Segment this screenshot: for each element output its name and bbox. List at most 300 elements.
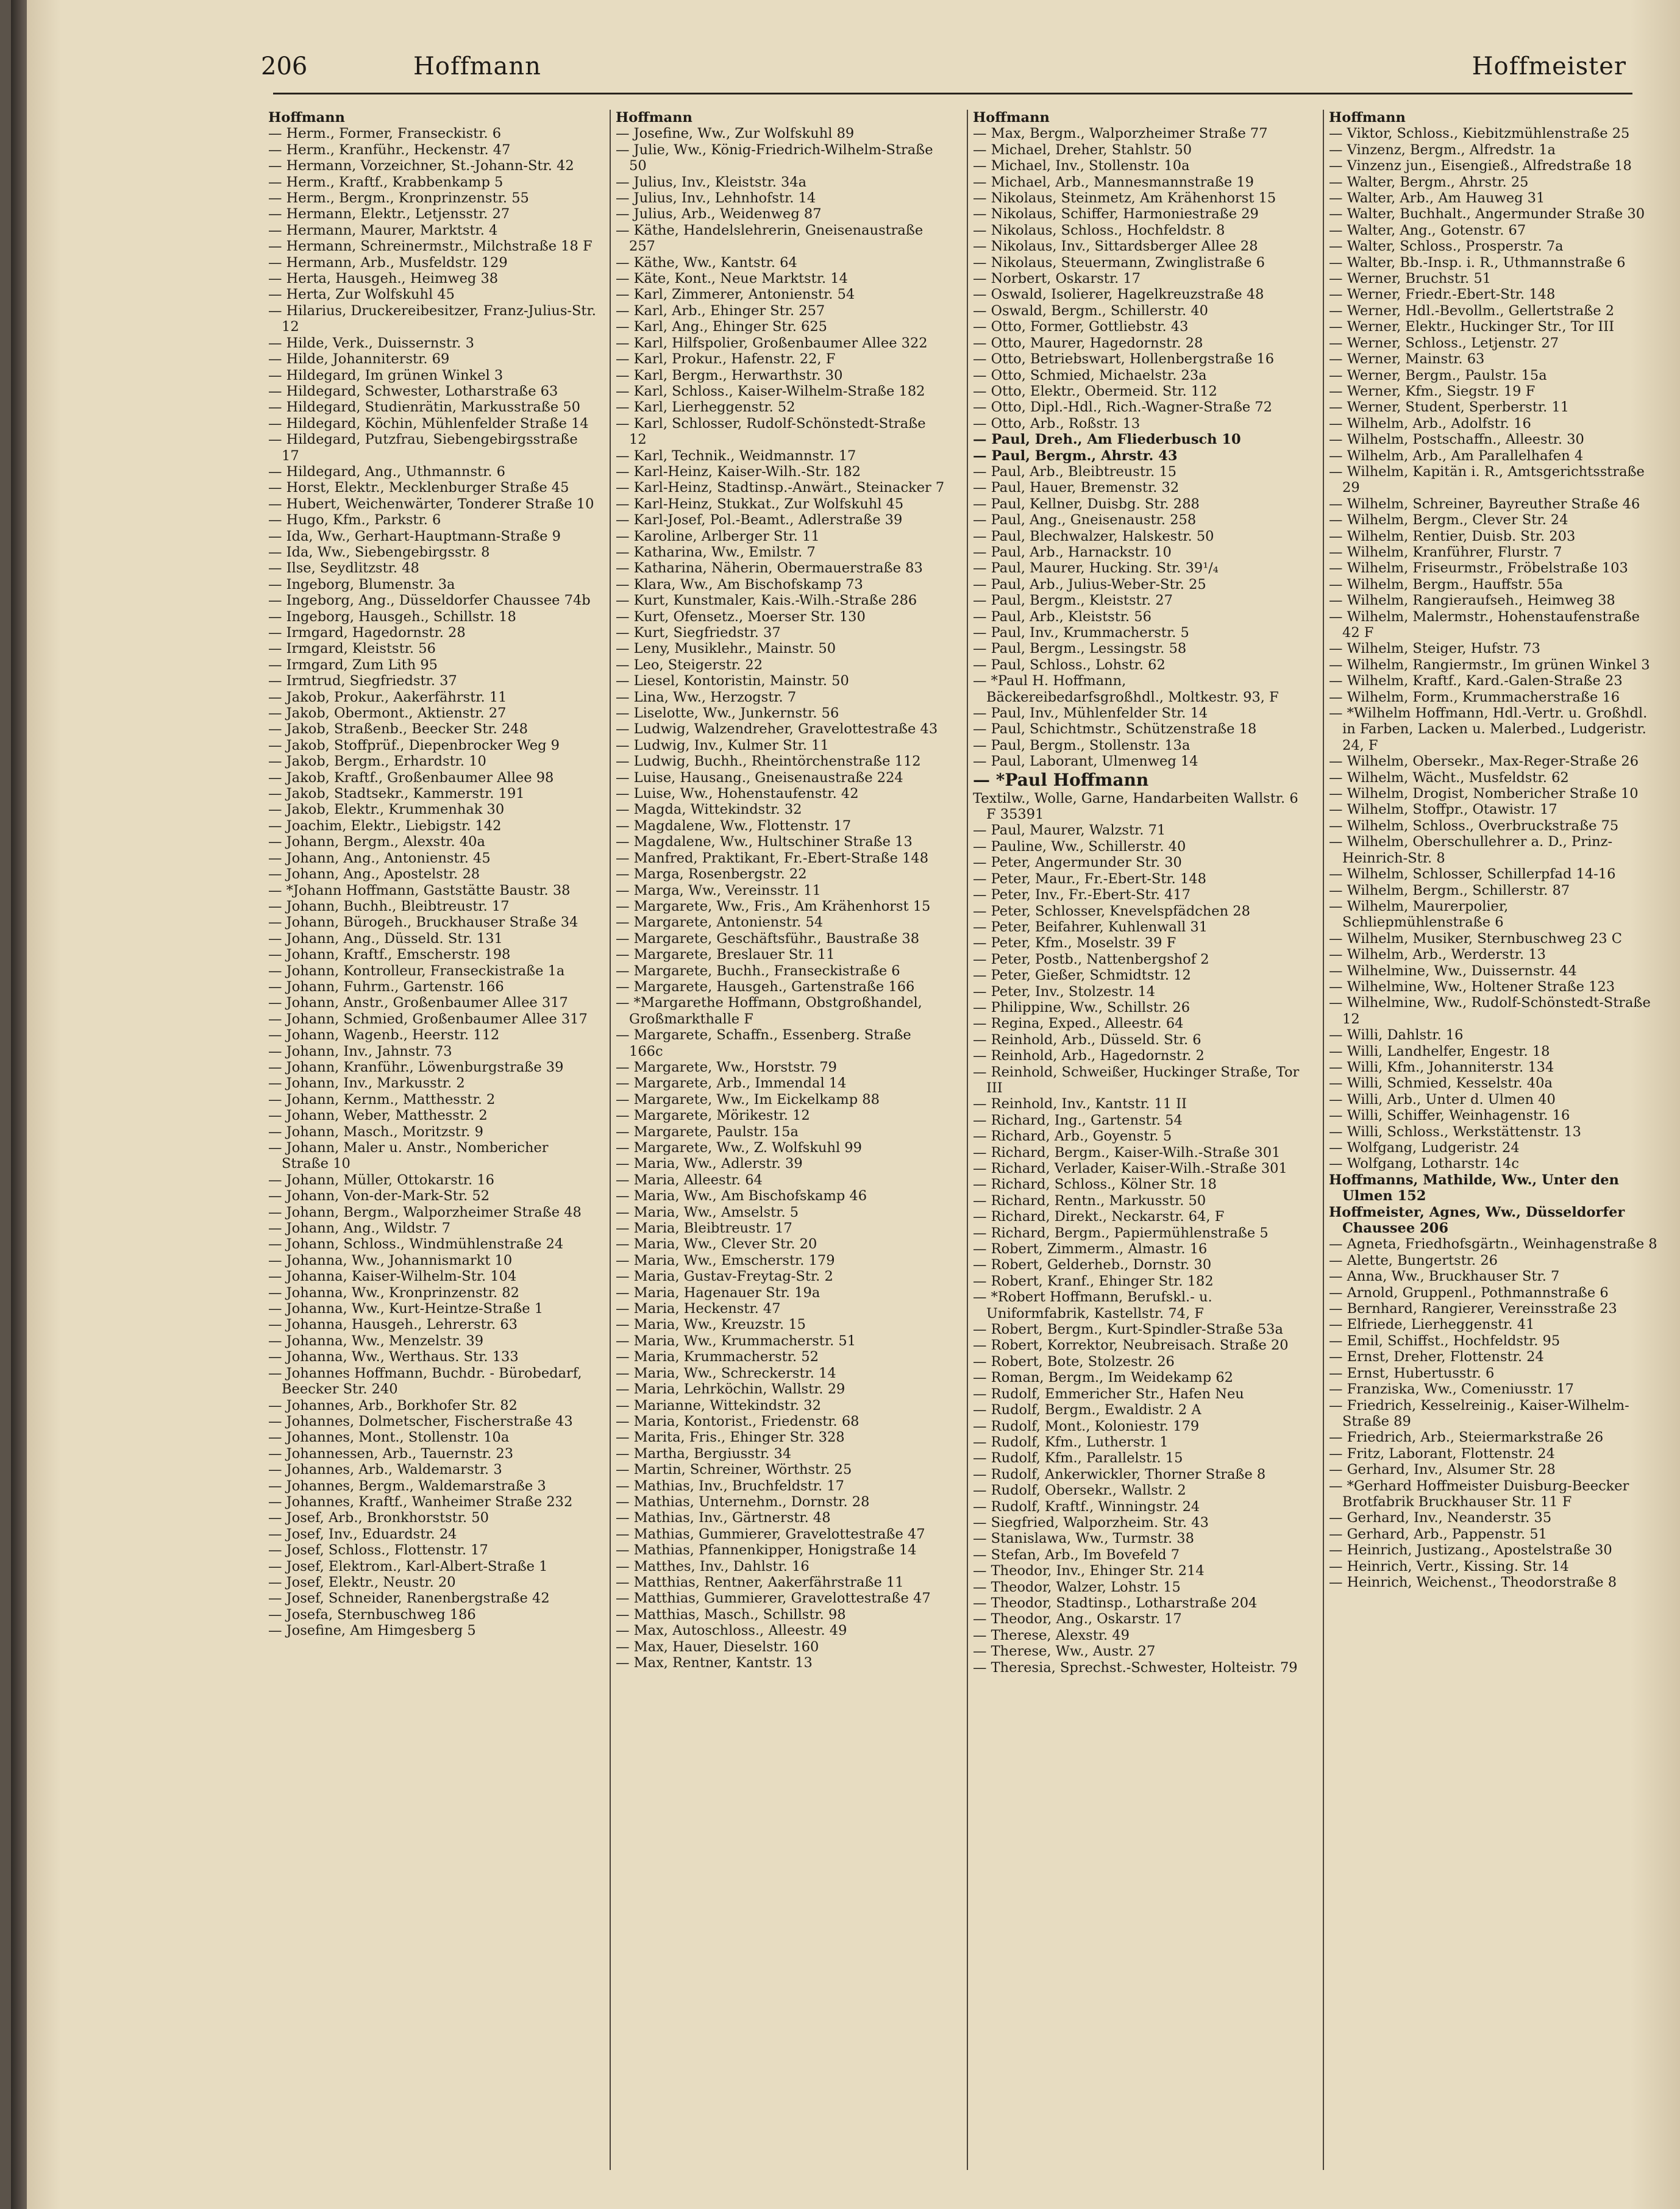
directory-entry: — Hilarius, Druckereibesitzer, Franz-Julius-Str. 12 bbox=[268, 302, 596, 335]
directory-entry: — Maria, Bleibtreustr. 17 bbox=[616, 1220, 792, 1237]
directory-entry: — Johann, Schloss., Windmühlenstraße 24 bbox=[268, 1236, 564, 1253]
directory-entry: — Peter, Gießer, Schmidtstr. 12 bbox=[973, 967, 1191, 984]
directory-entry: — Ludwig, Inv., Kulmer Str. 11 bbox=[616, 737, 829, 753]
directory-entry: — Walter, Bergm., Ahrstr. 25 bbox=[1329, 174, 1529, 190]
directory-page bbox=[11, 0, 1680, 2209]
directory-entry: — Max, Rentner, Kantstr. 13 bbox=[616, 1655, 813, 1671]
directory-entry: — Johanna, Hausgeh., Lehrerstr. 63 bbox=[268, 1317, 518, 1333]
directory-entry: — Wilhelm, Rentier, Duisb. Str. 203 bbox=[1329, 528, 1576, 544]
directory-entry: — Wilhelm, Kraftf., Kard.-Galen-Straße 23 bbox=[1329, 673, 1623, 689]
directory-entry: — Paul, Arb., Bleibtreustr. 15 bbox=[973, 463, 1177, 480]
directory-entry: — Paul, Bergm., Lessingstr. 58 bbox=[973, 641, 1187, 657]
directory-entry: — *Robert Hoffmann, Berufskl.- u. Uniformfabrik, Kastellstr. 74, F bbox=[973, 1289, 1212, 1321]
directory-entry: — Mathias, Inv., Bruchfeldstr. 17 bbox=[616, 1478, 844, 1494]
directory-entry: — Liesel, Kontoristin, Mainstr. 50 bbox=[616, 673, 849, 689]
directory-entry: — Hildegard, Köchin, Mühlenfelder Straße 14 bbox=[268, 415, 589, 432]
directory-entry: — Wilhelm, Rangieraufseh., Heimweg 38 bbox=[1329, 592, 1615, 609]
directory-entry: — Matthias, Masch., Schillstr. 98 bbox=[616, 1606, 846, 1623]
directory-entry: — Johanna, Ww., Kronprinzenstr. 82 bbox=[268, 1284, 519, 1301]
directory-entry: — Wilhelm, Arb., Am Parallelhafen 4 bbox=[1329, 447, 1584, 464]
directory-entry: — Rudolf, Bergm., Ewaldistr. 2 A bbox=[973, 1402, 1201, 1418]
directory-entry: — Margarete, Paulstr. 15a bbox=[616, 1123, 799, 1140]
directory-entry: — Richard, Rentn., Markusstr. 50 bbox=[973, 1192, 1206, 1209]
directory-entry: — Nikolaus, Steuermann, Zwinglistraße 6 bbox=[973, 254, 1265, 271]
column-1 bbox=[268, 110, 597, 2182]
directory-entry: — Regina, Exped., Alleestr. 64 bbox=[973, 1016, 1184, 1032]
directory-entry: — Hubert, Weichenwärter, Tonderer Straße 10 bbox=[268, 496, 594, 512]
directory-entry: — Wilhelm, Friseurmstr., Fröbelstraße 103 bbox=[1329, 560, 1628, 577]
directory-entry: — Paul, Maurer, Walzstr. 71 bbox=[973, 822, 1166, 839]
directory-entry: — Johann, Bergm., Alexstr. 40a bbox=[268, 834, 485, 850]
directory-entry: — Hildegard, Schwester, Lotharstraße 63 bbox=[268, 383, 558, 399]
directory-entry: — Ernst, Dreher, Flottenstr. 24 bbox=[1329, 1349, 1544, 1365]
directory-entry: — Käthe, Handelslehrerin, Gneisenaustraße 257 bbox=[616, 222, 924, 255]
header-left-keyword: Hoffmann bbox=[413, 52, 541, 80]
directory-entry: — Mathias, Inv., Gärtnerstr. 48 bbox=[616, 1510, 831, 1526]
directory-entry: — Irmtrud, Siegfriedstr. 37 bbox=[268, 673, 457, 689]
directory-entry: — Marita, Fris., Ehinger Str. 328 bbox=[616, 1429, 845, 1446]
directory-entry: — Maria, Kontorist., Friedenstr. 68 bbox=[616, 1413, 860, 1429]
directory-entry: — Werner, Elektr., Huckinger Str., Tor III bbox=[1329, 319, 1614, 335]
directory-entry: — Theodor, Ang., Oskarstr. 17 bbox=[973, 1611, 1182, 1627]
directory-entry: — Werner, Schloss., Letjenstr. 27 bbox=[1329, 335, 1559, 351]
directory-entry: — Ludwig, Buchh., Rheintörchenstraße 112 bbox=[616, 753, 921, 770]
directory-entry: — Herm., Kraftf., Krabbenkamp 5 bbox=[268, 174, 504, 190]
directory-entry: — Maria, Ww., Schreckerstr. 14 bbox=[616, 1365, 836, 1381]
directory-entry: — Wilhelm, Postschaffn., Alleestr. 30 bbox=[1329, 432, 1584, 448]
directory-entry: — Vinzenz jun., Eisengieß., Alfredstraße 18 bbox=[1329, 158, 1632, 174]
directory-entry: — Reinhold, Schweißer, Huckinger Straße, Tor III bbox=[973, 1064, 1300, 1096]
directory-entry: — Rudolf, Emmericher Str., Hafen Neu bbox=[973, 1386, 1244, 1402]
directory-entry: — Marga, Ww., Vereinsstr. 11 bbox=[616, 882, 821, 898]
directory-entry: — Wilhelm, Schreiner, Bayreuther Straße 46 bbox=[1329, 496, 1640, 512]
directory-entry: — Rudolf, Obersekr., Wallstr. 2 bbox=[973, 1482, 1186, 1499]
directory-entry: — Matthias, Gummierer, Gravelottestraße 47 bbox=[616, 1590, 931, 1607]
directory-entry: — Alette, Bungertstr. 26 bbox=[1329, 1252, 1498, 1268]
directory-entry: — Herm., Kranführ., Heckenstr. 47 bbox=[268, 141, 511, 158]
directory-entry: — Wilhelm, Stoffpr., Otawistr. 17 bbox=[1329, 802, 1557, 818]
directory-entry: — *Gerhard Hoffmeister Duisburg-Beecker Brotfabrik Bruckhauser Str. 11 F bbox=[1329, 1478, 1629, 1510]
directory-entry: — Johann, Kernm., Matthesstr. 2 bbox=[268, 1091, 496, 1108]
directory-entry: — Johannes, Dolmetscher, Fischerstraße 43 bbox=[268, 1413, 573, 1429]
directory-entry: — Marga, Rosenbergstr. 22 bbox=[616, 866, 807, 883]
directory-entry: — Robert, Zimmerm., Almastr. 16 bbox=[973, 1241, 1208, 1257]
directory-entry: — Werner, Bruchstr. 51 bbox=[1329, 271, 1492, 287]
directory-entry: — Heinrich, Vertr., Kissing. Str. 14 bbox=[1329, 1558, 1569, 1574]
directory-entry: — Horst, Elektr., Mecklenburger Straße 45 bbox=[268, 480, 569, 496]
directory-entry: — Kurt, Siegfriedstr. 37 bbox=[616, 625, 781, 641]
directory-entry: — Wilhelm, Rangiermstr., Im grünen Winkel 3 bbox=[1329, 656, 1650, 673]
directory-entry: — Wilhelm, Kapitän i. R., Amtsgerichtsstraße 29 bbox=[1329, 463, 1645, 496]
directory-entry: — Ida, Ww., Siebengebirgsstr. 8 bbox=[268, 544, 490, 560]
directory-entry: — Richard, Arb., Goyenstr. 5 bbox=[973, 1128, 1172, 1145]
directory-entry: — Hugo, Kfm., Parkstr. 6 bbox=[268, 512, 441, 528]
directory-entry: — Wilhelm, Schlosser, Schillerpfad 14-16 bbox=[1329, 866, 1616, 883]
directory-entry: — Paul, Inv., Mühlenfelder Str. 14 bbox=[973, 705, 1208, 722]
directory-entry: — Stefan, Arb., Im Bovefeld 7 bbox=[973, 1546, 1180, 1563]
header-rule bbox=[273, 93, 1632, 94]
directory-entry: — Klara, Ww., Am Bischofskamp 73 bbox=[616, 576, 863, 592]
directory-entry: — Werner, Hdl.-Bevollm., Gellertstraße 2 bbox=[1329, 302, 1615, 319]
directory-entry: — Johannes, Bergm., Waldemarstraße 3 bbox=[268, 1478, 546, 1494]
directory-entry: — Reinhold, Inv., Kantstr. 11 II bbox=[973, 1096, 1187, 1112]
directory-entry: — Heinrich, Justizang., Apostelstraße 30 bbox=[1329, 1542, 1612, 1559]
directory-entry: — Agneta, Friedhofsgärtn., Weinhagenstraße 8 bbox=[1329, 1236, 1657, 1253]
directory-entry: — Richard, Verlader, Kaiser-Wilh.-Straße 301 bbox=[973, 1161, 1287, 1176]
directory-entry: — Karl, Zimmerer, Antonienstr. 54 bbox=[616, 286, 855, 303]
directory-entry: — Karl, Lierheggenstr. 52 bbox=[616, 399, 796, 416]
directory-entry: — Robert, Bergm., Kurt-Spindler-Straße 53a bbox=[973, 1321, 1283, 1338]
column-divider bbox=[1323, 110, 1324, 2170]
directory-entry: — Wilhelm, Oberschullehrer a. D., Prinz-Heinrich-Str. 8 bbox=[1329, 834, 1613, 866]
directory-entry: — Peter, Postb., Nattenbergshof 2 bbox=[973, 951, 1209, 967]
directory-entry: — Werner, Friedr.-Ebert-Str. 148 bbox=[1329, 286, 1556, 303]
directory-entry: — Ingeborg, Hausgeh., Schillstr. 18 bbox=[268, 608, 516, 625]
directory-entry: — Paul, Kellner, Duisbg. Str. 288 bbox=[973, 496, 1200, 512]
directory-entry: — Franziska, Ww., Comeniusstr. 17 bbox=[1329, 1381, 1574, 1398]
directory-entry: — Johanna, Ww., Johannismarkt 10 bbox=[268, 1252, 513, 1268]
directory-entry: — Wilhelm, Maurerpolier, Schliepmühlenstraße 6 bbox=[1329, 898, 1509, 931]
directory-entry: — Nikolaus, Schiffer, Harmoniestraße 29 bbox=[973, 206, 1259, 222]
directory-entry: — Johanna, Kaiser-Wilhelm-Str. 104 bbox=[268, 1268, 517, 1285]
directory-entry: — Josefine, Am Himgesberg 5 bbox=[268, 1623, 476, 1639]
directory-entry: Hoffmanns, Mathilde, Ww., Unter den Ulmen 152 bbox=[1329, 1172, 1619, 1204]
directory-entry: — Fritz, Laborant, Flottenstr. 24 bbox=[1329, 1445, 1555, 1462]
directory-entry: — Paul, Hauer, Bremenstr. 32 bbox=[973, 480, 1180, 496]
directory-entry: — Wilhelm, Musiker, Sternbuschweg 23 C bbox=[1329, 930, 1622, 947]
directory-entry: — Maria, Hagenauer Str. 19a bbox=[616, 1284, 820, 1301]
directory-entry: — Margarete, Mörikestr. 12 bbox=[616, 1108, 810, 1124]
directory-entry: — Peter, Angermunder Str. 30 bbox=[973, 855, 1182, 871]
directory-entry: — Magda, Wittekindstr. 32 bbox=[616, 802, 802, 818]
directory-entry: — Margarete, Ww., Horststr. 79 bbox=[616, 1059, 837, 1075]
directory-entry: — Paul, Arb., Harnackstr. 10 bbox=[973, 544, 1172, 560]
directory-entry: — Johann, Weber, Matthesstr. 2 bbox=[268, 1108, 488, 1124]
directory-entry: — Richard, Bergm., Kaiser-Wilh.-Straße 301 bbox=[973, 1144, 1281, 1161]
directory-entry: — Richard, Bergm., Papiermühlenstraße 5 bbox=[973, 1225, 1269, 1241]
column-divider bbox=[967, 110, 968, 2170]
directory-entry: — Werner, Mainstr. 63 bbox=[1329, 351, 1485, 368]
directory-entry: — Wilhelm, Schloss., Overbruckstraße 75 bbox=[1329, 817, 1619, 834]
directory-entry: — Maria, Gustav-Freytag-Str. 2 bbox=[616, 1268, 833, 1285]
directory-entry: — Theresia, Sprechst.-Schwester, Holteistr. 79 bbox=[973, 1659, 1298, 1676]
directory-entry: — Maria, Ww., Clever Str. 20 bbox=[616, 1236, 817, 1253]
directory-entry: — Karl, Schloss., Kaiser-Wilhelm-Straße 182 bbox=[616, 383, 925, 399]
directory-entry: — Karl-Josef, Pol.-Beamt., Adlerstraße 39 bbox=[616, 512, 903, 528]
page-number: 206 bbox=[261, 52, 308, 80]
directory-entry: — Julie, Ww., König-Friedrich-Wilhelm-Straße 50 bbox=[616, 141, 933, 174]
directory-entry: — Wilhelm, Arb., Adolfstr. 16 bbox=[1329, 415, 1531, 432]
directory-entry: — Maria, Ww., Kreuzstr. 15 bbox=[616, 1317, 806, 1333]
directory-entry: — Therese, Ww., Austr. 27 bbox=[973, 1643, 1156, 1660]
directory-entry: — Mathias, Unternehm., Dornstr. 28 bbox=[616, 1493, 870, 1510]
directory-entry: — Robert, Bote, Stolzestr. 26 bbox=[973, 1353, 1175, 1370]
directory-entry: — Hermann, Schreinermstr., Milchstraße 18 F bbox=[268, 238, 593, 255]
directory-entry: — Paul, Bergm., Ahrstr. 43 bbox=[973, 447, 1178, 464]
directory-entry: — Maria, Ww., Adlerstr. 39 bbox=[616, 1156, 803, 1172]
directory-entry: — Paul, Blechwalzer, Halskestr. 50 bbox=[973, 528, 1214, 544]
directory-entry: — Martin, Schreiner, Wörthstr. 25 bbox=[616, 1462, 852, 1478]
directory-entry: — Margarete, Ww., Fris., Am Krähenhorst 15 bbox=[616, 898, 931, 914]
directory-entry: — Johann, Kraftf., Emscherstr. 198 bbox=[268, 947, 511, 963]
column-heading: Hoffmann bbox=[973, 110, 1050, 126]
directory-entry: — Johann, Anstr., Großenbaumer Allee 317 bbox=[268, 995, 568, 1011]
column-divider bbox=[610, 110, 611, 2170]
directory-entry: — Jakob, Kraftf., Großenbaumer Allee 98 bbox=[268, 769, 554, 786]
directory-entry: — Jakob, Straßenb., Beecker Str. 248 bbox=[268, 721, 528, 738]
directory-entry: — Johannes, Arb., Borkhofer Str. 82 bbox=[268, 1397, 518, 1414]
directory-entry: — Josef, Elektrom., Karl-Albert-Straße 1 bbox=[268, 1558, 548, 1574]
directory-entry: — Nikolaus, Steinmetz, Am Krähenhorst 15 bbox=[973, 190, 1276, 207]
directory-entry: — Maria, Lehrköchin, Wallstr. 29 bbox=[616, 1381, 845, 1398]
directory-entry: — Martha, Bergiusstr. 34 bbox=[616, 1445, 792, 1462]
directory-entry: — Willi, Kfm., Johanniterstr. 134 bbox=[1329, 1059, 1554, 1075]
directory-entry: — Karl, Prokur., Hafenstr. 22, F bbox=[616, 351, 836, 368]
directory-entry: — Ernst, Hubertusstr. 6 bbox=[1329, 1365, 1495, 1381]
directory-entry: — Willi, Landhelfer, Engestr. 18 bbox=[1329, 1043, 1550, 1059]
directory-entry: — Wilhelm, Kranführer, Flurstr. 7 bbox=[1329, 544, 1562, 560]
directory-entry: — Johannessen, Arb., Tauernstr. 23 bbox=[268, 1445, 514, 1462]
column-heading: Hoffmann bbox=[1329, 110, 1406, 126]
directory-entry: — Elfriede, Lierheggenstr. 41 bbox=[1329, 1317, 1535, 1333]
directory-entry: — Julius, Inv., Kleiststr. 34a bbox=[616, 174, 807, 190]
directory-entry: — Bernhard, Rangierer, Vereinsstraße 23 bbox=[1329, 1301, 1617, 1317]
directory-entry: — Irmgard, Hagedornstr. 28 bbox=[268, 625, 466, 641]
directory-entry: — Julius, Arb., Weidenweg 87 bbox=[616, 206, 822, 222]
directory-entry: — Josef, Schloss., Flottenstr. 17 bbox=[268, 1542, 488, 1559]
directory-entry: — Leo, Steigerstr. 22 bbox=[616, 656, 763, 673]
directory-entry: — Ilse, Seydlitzstr. 48 bbox=[268, 560, 419, 577]
directory-entry: — Wilhelm, Obersekr., Max-Reger-Straße 26 bbox=[1329, 753, 1639, 770]
directory-entry: — Robert, Gelderheb., Dornstr. 30 bbox=[973, 1257, 1212, 1273]
directory-entry: — Wilhelm, Bergm., Clever Str. 24 bbox=[1329, 512, 1568, 528]
directory-entry: — Margarete, Antonienstr. 54 bbox=[616, 914, 824, 931]
directory-entry: — Johann, Ang., Antonienstr. 45 bbox=[268, 850, 491, 866]
directory-entry: — Käthe, Ww., Kantstr. 64 bbox=[616, 254, 797, 271]
directory-entry: — Nikolaus, Inv., Sittardsberger Allee 28 bbox=[973, 238, 1258, 255]
directory-entry: — Oswald, Isolierer, Hagelkreuzstraße 48 bbox=[973, 286, 1264, 303]
directory-entry: — Maria, Heckenstr. 47 bbox=[616, 1301, 781, 1317]
directory-entry: — Karl, Ang., Ehinger Str. 625 bbox=[616, 319, 827, 335]
directory-entry: — Margarete, Hausgeh., Gartenstraße 166 bbox=[616, 978, 915, 995]
directory-entry: — Friedrich, Kesselreinig., Kaiser-Wilhelm-Straße 89 bbox=[1329, 1397, 1629, 1429]
directory-entry: — Heinrich, Weichenst., Theodorstraße 8 bbox=[1329, 1574, 1617, 1590]
directory-entry: — Karl-Heinz, Kaiser-Wilh.-Str. 182 bbox=[616, 463, 861, 480]
directory-entry: — Johannes, Mont., Stollenstr. 10a bbox=[268, 1429, 510, 1446]
directory-entry: — Johann, Ang., Wildstr. 7 bbox=[268, 1220, 451, 1237]
directory-entry: — Rudolf, Kfm., Lutherstr. 1 bbox=[973, 1434, 1169, 1450]
directory-entry: — Julius, Inv., Lehnhofstr. 14 bbox=[616, 190, 816, 207]
column-2 bbox=[616, 110, 945, 2182]
directory-entry: — Roman, Bergm., Im Weidekamp 62 bbox=[973, 1370, 1233, 1386]
directory-entry: — Matthias, Rentner, Aakerfährstraße 11 bbox=[616, 1574, 904, 1590]
directory-entry: — Max, Hauer, Dieselstr. 160 bbox=[616, 1638, 819, 1655]
directory-entry: — Peter, Beifahrer, Kuhlenwall 31 bbox=[973, 919, 1208, 935]
directory-entry: — Katharina, Ww., Emilstr. 7 bbox=[616, 544, 816, 560]
directory-entry: — Josefa, Sternbuschweg 186 bbox=[268, 1606, 476, 1623]
directory-entry: — Paul, Laborant, Ulmenweg 14 bbox=[973, 753, 1198, 770]
directory-entry: — *Margarethe Hoffmann, Obstgroßhandel, Großmarkthalle F bbox=[616, 995, 922, 1027]
directory-entry: — Johann, Buchh., Bleibtreustr. 17 bbox=[268, 898, 510, 914]
directory-entry: — Paul, Dreh., Am Fliederbusch 10 bbox=[973, 432, 1241, 448]
directory-entry: — Katharina, Näherin, Obermauerstraße 83 bbox=[616, 560, 923, 577]
directory-entry: — Peter, Inv., Stolzestr. 14 bbox=[973, 983, 1156, 1000]
directory-entry: — Margarete, Arb., Immendal 14 bbox=[616, 1075, 847, 1092]
directory-entry: — Gerhard, Arb., Pappenstr. 51 bbox=[1329, 1526, 1547, 1542]
directory-entry: — Therese, Alexstr. 49 bbox=[973, 1627, 1130, 1643]
directory-entry: — Oswald, Bergm., Schillerstr. 40 bbox=[973, 302, 1208, 319]
directory-entry: — Paul, Ang., Gneisenaustr. 258 bbox=[973, 512, 1197, 528]
directory-entry: — Johann, Wagenb., Heerstr. 112 bbox=[268, 1027, 500, 1044]
directory-entry: — Arnold, Gruppenl., Pothmannstraße 6 bbox=[1329, 1284, 1609, 1301]
directory-entry: — Stanislawa, Ww., Turmstr. 38 bbox=[973, 1531, 1194, 1547]
directory-entry: — Willi, Arb., Unter d. Ulmen 40 bbox=[1329, 1091, 1556, 1108]
directory-entry: — Walter, Schloss., Prosperstr. 7a bbox=[1329, 238, 1564, 255]
directory-entry: — Josef, Arb., Bronkhorststr. 50 bbox=[268, 1510, 489, 1526]
directory-entry: — Margarete, Geschäftsführ., Baustraße 38 bbox=[616, 930, 920, 947]
directory-entry: — Leny, Musiklehr., Mainstr. 50 bbox=[616, 641, 836, 657]
directory-entry: — Karl-Heinz, Stadtinsp.-Anwärt., Steinacker 7 bbox=[616, 480, 945, 496]
book-spine bbox=[11, 0, 27, 2209]
directory-entry: — Karl, Hilfspolier, Großenbaumer Allee 322 bbox=[616, 335, 928, 351]
directory-entry: — Wilhelm, Arb., Werderstr. 13 bbox=[1329, 947, 1546, 963]
directory-entry: — Herta, Zur Wolfskuhl 45 bbox=[268, 286, 455, 303]
directory-entry: — Johann, Fuhrm., Gartenstr. 166 bbox=[268, 978, 504, 995]
directory-entry: — Werner, Kfm., Siegstr. 19 F bbox=[1329, 383, 1536, 399]
directory-entry: — Hildegard, Ang., Uthmannstr. 6 bbox=[268, 463, 505, 480]
directory-entry: — Josef, Inv., Eduardstr. 24 bbox=[268, 1526, 457, 1542]
directory-entry: — Paul, Schloss., Lohstr. 62 bbox=[973, 656, 1166, 673]
directory-entry: — Ingeborg, Ang., Düsseldorfer Chaussee 74b bbox=[268, 592, 591, 609]
directory-entry: — Johann, Maler u. Anstr., Nombericher Straße 10 bbox=[268, 1140, 549, 1172]
directory-entry: — Maria, Ww., Emscherstr. 179 bbox=[616, 1252, 835, 1268]
directory-entry: — Margarete, Ww., Z. Wolfskuhl 99 bbox=[616, 1140, 862, 1156]
directory-entry: — Luise, Ww., Hohenstaufenstr. 42 bbox=[616, 786, 859, 802]
directory-entry: — Wilhelm, Drogist, Nombericher Straße 10 bbox=[1329, 786, 1639, 802]
directory-entry: — Maria, Krummacherstr. 52 bbox=[616, 1349, 819, 1365]
directory-entry: — Otto, Former, Gottliebstr. 43 bbox=[973, 319, 1189, 335]
directory-entry: — Herta, Hausgeh., Heimweg 38 bbox=[268, 271, 499, 287]
directory-entry: — Rudolf, Mont., Koloniestr. 179 bbox=[973, 1418, 1200, 1434]
directory-entry: — Hermann, Vorzeichner, St.-Johann-Str. 42 bbox=[268, 158, 574, 174]
directory-entry: — Karoline, Arlberger Str. 11 bbox=[616, 528, 820, 544]
directory-entry: — Max, Autoschloss., Alleestr. 49 bbox=[616, 1623, 847, 1639]
directory-entry: — Johann, Von-der-Mark-Str. 52 bbox=[268, 1188, 490, 1204]
directory-entry: — Peter, Maur., Fr.-Ebert-Str. 148 bbox=[973, 870, 1206, 887]
directory-entry: — Willi, Schloss., Werkstättenstr. 13 bbox=[1329, 1123, 1581, 1140]
directory-entry: — Margarete, Buchh., Franseckistraße 6 bbox=[616, 962, 900, 979]
directory-entry: — Walter, Bb.-Insp. i. R., Uthmannstraße 6 bbox=[1329, 254, 1626, 271]
directory-entry: — Willi, Dahlstr. 16 bbox=[1329, 1027, 1464, 1044]
directory-entry: — Irmgard, Kleiststr. 56 bbox=[268, 641, 436, 657]
directory-entry: — Manfred, Praktikant, Fr.-Ebert-Straße 148 bbox=[616, 850, 929, 866]
header-right-keyword: Hoffmeister bbox=[1472, 52, 1626, 80]
directory-entry: — Margarete, Schaffn., Essenberg. Straße 166c bbox=[616, 1027, 911, 1059]
directory-entry: — Reinhold, Arb., Düsseld. Str. 6 bbox=[973, 1031, 1201, 1048]
directory-entry: — Gerhard, Inv., Neanderstr. 35 bbox=[1329, 1510, 1552, 1526]
directory-entry: — Max, Bergm., Walporzheimer Straße 77 bbox=[973, 126, 1268, 142]
directory-entry: — Johann, Schmied, Großenbaumer Allee 317 bbox=[268, 1011, 588, 1027]
directory-entry: — Friedrich, Arb., Steiermarkstraße 26 bbox=[1329, 1429, 1604, 1446]
directory-entry: — Luise, Hausang., Gneisenaustraße 224 bbox=[616, 769, 903, 786]
directory-entry: — Margarete, Ww., Im Eickelkamp 88 bbox=[616, 1091, 880, 1108]
directory-entry: — Hildegard, Putzfrau, Siebengebirgsstraße 17 bbox=[268, 432, 578, 464]
directory-entry: — Johannes Hoffmann, Buchdr. - Bürobedarf, Beecker Str. 240 bbox=[268, 1365, 582, 1398]
directory-entry: — Maria, Ww., Krummacherstr. 51 bbox=[616, 1332, 856, 1349]
directory-entry: — Mathias, Pfannenkipper, Honigstraße 14 bbox=[616, 1542, 917, 1559]
directory-entry: — Wolfgang, Lotharstr. 14c bbox=[1329, 1156, 1519, 1172]
column-heading: Hoffmann bbox=[268, 110, 345, 126]
directory-entry: — Michael, Inv., Stollenstr. 10a bbox=[973, 158, 1190, 174]
directory-entry: — Johann, Kranführ., Löwenburgstraße 39 bbox=[268, 1059, 564, 1075]
directory-entry: — Magdalene, Ww., Flottenstr. 17 bbox=[616, 817, 852, 834]
directory-entry: — *Wilhelm Hoffmann, Hdl.-Vertr. u. Großhdl. in Farben, Lacken u. Malerbed., Ludgeristr. 24, F bbox=[1329, 705, 1648, 753]
directory-entry: — Otto, Elektr., Obermeid. Str. 112 bbox=[973, 383, 1217, 399]
directory-entry: — Peter, Inv., Fr.-Ebert-Str. 417 bbox=[973, 887, 1191, 903]
directory-entry: — Otto, Schmied, Michaelstr. 23a bbox=[973, 367, 1207, 383]
directory-entry: — Johanna, Ww., Werthaus. Str. 133 bbox=[268, 1349, 519, 1365]
directory-entry: — Mathias, Gummierer, Gravelottestraße 47 bbox=[616, 1526, 925, 1542]
directory-entry: — Siegfried, Walporzheim. Str. 43 bbox=[973, 1514, 1209, 1531]
directory-entry: — Wolfgang, Ludgeristr. 24 bbox=[1329, 1140, 1520, 1156]
directory-entry: — Jakob, Elektr., Krummenhak 30 bbox=[268, 802, 505, 818]
directory-entry: — Werner, Bergm., Paulstr. 15a bbox=[1329, 367, 1547, 383]
directory-entry: — Ludwig, Walzendreher, Gravelottestraße 43 bbox=[616, 721, 938, 738]
directory-entry: — Maria, Ww., Am Bischofskamp 46 bbox=[616, 1188, 867, 1204]
column-4 bbox=[1329, 110, 1658, 2182]
directory-entry: — Karl, Arb., Ehinger Str. 257 bbox=[616, 302, 825, 319]
directory-entry: — Karl, Technik., Weidmannstr. 17 bbox=[616, 447, 856, 464]
directory-entry: — Jakob, Obermont., Aktienstr. 27 bbox=[268, 705, 507, 722]
directory-entry: — Norbert, Oskarstr. 17 bbox=[973, 271, 1141, 287]
directory-entry: — Walter, Arb., Am Hauweg 31 bbox=[1329, 190, 1545, 207]
directory-entry: — Otto, Arb., Roßstr. 13 bbox=[973, 415, 1141, 432]
directory-entry: — Maria, Ww., Amselstr. 5 bbox=[616, 1204, 799, 1220]
directory-entry: — Emil, Schiffst., Hochfeldstr. 95 bbox=[1329, 1332, 1561, 1349]
directory-entry: — *Johann Hoffmann, Gaststätte Baustr. 38 bbox=[268, 882, 571, 898]
directory-entry: — Johann, Bürogeh., Bruckhauser Straße 34 bbox=[268, 914, 578, 931]
directory-entry: — Hermann, Elektr., Letjensstr. 27 bbox=[268, 206, 510, 222]
column-heading: Hoffmann bbox=[616, 110, 692, 126]
directory-entry: Hoffmeister, Agnes, Ww., Düsseldorfer Chaussee 206 bbox=[1329, 1204, 1625, 1237]
directory-entry: — Johann, Inv., Markusstr. 2 bbox=[268, 1075, 465, 1092]
directory-entry: — Jakob, Stoffprüf., Diepenbrocker Weg 9 bbox=[268, 737, 560, 753]
directory-entry: — Josefine, Ww., Zur Wolfskuhl 89 bbox=[616, 126, 855, 142]
directory-entry: — Kurt, Ofensetz., Moerser Str. 130 bbox=[616, 608, 866, 625]
directory-entry: — Ingeborg, Blumenstr. 3a bbox=[268, 576, 455, 592]
directory-entry: — Peter, Schlosser, Knevelspfädchen 28 bbox=[973, 903, 1250, 919]
directory-entry: — Wilhelm, Wächt., Musfeldstr. 62 bbox=[1329, 769, 1569, 786]
directory-entry: — Johanna, Ww., Kurt-Heintze-Straße 1 bbox=[268, 1301, 544, 1317]
directory-entry: — *Paul Hoffmann bbox=[973, 769, 1149, 790]
directory-entry: — Karl-Heinz, Stukkat., Zur Wolfskuhl 45 bbox=[616, 496, 904, 512]
directory-entry: — Reinhold, Arb., Hagedornstr. 2 bbox=[973, 1048, 1205, 1064]
directory-entry: — Johann, Inv., Jahnstr. 73 bbox=[268, 1043, 452, 1059]
directory-entry: — Theodor, Inv., Ehinger Str. 214 bbox=[973, 1563, 1205, 1579]
page-header bbox=[261, 52, 1651, 89]
directory-entry: — Gerhard, Inv., Alsumer Str. 28 bbox=[1329, 1462, 1556, 1478]
directory-entry: — Marianne, Wittekindstr. 32 bbox=[616, 1397, 821, 1414]
directory-entry: — Rudolf, Ankerwickler, Thorner Straße 8 bbox=[973, 1466, 1266, 1482]
directory-entry: — Hermann, Maurer, Marktstr. 4 bbox=[268, 222, 498, 238]
directory-entry: — Matthes, Inv., Dahlstr. 16 bbox=[616, 1558, 810, 1574]
directory-entry: — Willi, Schiffer, Weinhagenstr. 16 bbox=[1329, 1108, 1570, 1124]
directory-entry: — Theodor, Walzer, Lohstr. 15 bbox=[973, 1579, 1181, 1595]
directory-entry: — Robert, Korrektor, Neubreisach. Straße 20 bbox=[973, 1337, 1289, 1354]
directory-entry: — Liselotte, Ww., Junkernstr. 56 bbox=[616, 705, 839, 722]
directory-entry: — Philippine, Ww., Schillstr. 26 bbox=[973, 999, 1191, 1016]
directory-entry: — Michael, Arb., Mannesmannstraße 19 bbox=[973, 174, 1254, 190]
